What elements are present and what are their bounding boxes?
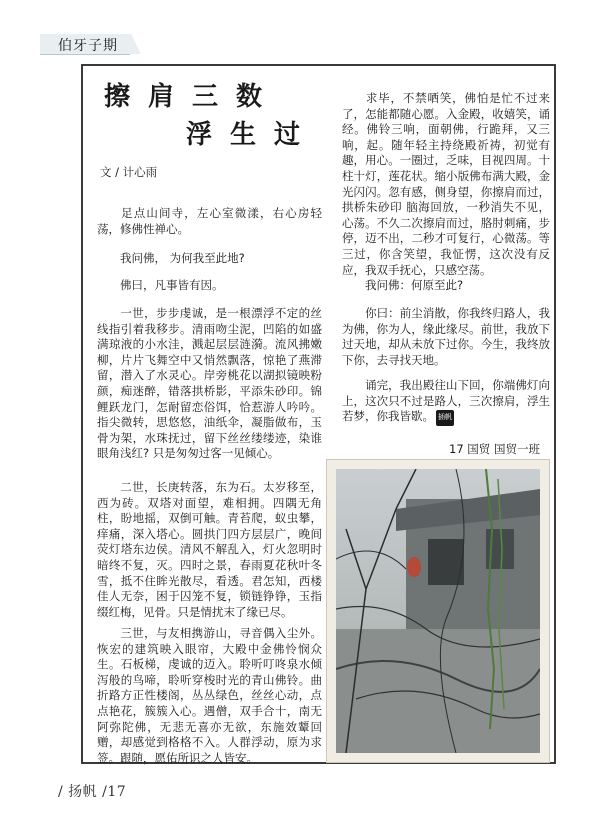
end-mark-icon: 插帆 (436, 410, 454, 426)
temple-tower-photo (336, 469, 540, 753)
paragraph (97, 306, 322, 462)
paragraph (97, 278, 322, 294)
page-footer: / 扬帆 /17 (58, 784, 127, 800)
paragraph-text: 求毕，不禁哂笑，佛怕是忙不过来了，怎能都随心愿。入金殿，收嬉笑，诵经。佛铃三响，面朝佛，行跪拜，又三响，起。随年轻主持绕殿祈祷，初觉有趣，用心。一圈过，乏味，目视四周。十柱十灯，莲花状。缩小版佛布满大殿，金光闪闪。忽有感，侧身望，你擦肩而过，拱桥朱砂印 脑海回放，一秒消失不见，心荡。不久二次擦肩而过，胳肘刺痛，步停，迈不出，二秒才可复行，心微荡。等三过，你含笑望，我怔愣，这次没有反应，我双手抚心，只感空荡。 (342, 91, 550, 277)
photo-illustration (336, 469, 540, 753)
paragraph-text: 二世，长庚转落，东为石。太岁移至，西为砖。双塔对面望，难相拥。四隅无角柱，盼地摇，双倒可触。青苔爬，蚁虫攀，痒痛，深入塔心。圆拱门四方层层广，晚间荧灯塔东边侯。清风不解乱入，灯火忽明时暗终不复，灭。四时之景，春雨夏花秋叶冬雪，抵不住眸光散尽，看透。君怎知，西楼佳人无奈，困于囚笼不复，锁链铮铮，玉指缀红梅，见骨。只是情扰末了缘已尽。 (97, 480, 322, 619)
author-byline: 文 / 计心雨 (100, 165, 158, 179)
article-title-line1: 擦肩三数 (104, 82, 281, 112)
paragraph-text: 足点山间寺，左心室微漾，右心房轻荡，修佛性禅心。 (97, 206, 322, 236)
paragraph (342, 91, 550, 278)
photo-frame (326, 459, 550, 763)
section-label: 伯牙子期 (58, 38, 118, 54)
paragraph-text: 我问佛， 为何我至此地? (120, 251, 245, 265)
paragraph (342, 278, 550, 294)
paragraph-text: 你曰：前尘消散，你我终归路人，我为佛，你为人，缘此缘尽。前世，我放下过天地，却从未放下过你。今生，我终放下你，去寻找天地。 (342, 306, 550, 367)
article-title-line2: 浮生过 (186, 120, 319, 150)
paragraph-text: 一世，步步虔诚，是一根漂浮不定的丝线指引着我移步。清雨吻尘泥，凹陷的如盛满琼液的小水洼，溅起层层涟漪。流风拂嫩柳，片片飞舞空中又悄然飘落，惊艳了燕滞留，潜入了水灵心。岸旁桃花以湖拟镜映粉颜，痴迷醉，错落拱桥影，平添朱砂印。锦鲤跃龙门，怎耐留恋俗饵，恰惹游人吟吟。指尖微转，思悠悠，油纸伞，凝脂做布，玉骨为架，水珠抚过，留下丝丝缕缕迹，染谁眼角浅红? 只是匆匆过客一见倾心。 (97, 306, 322, 461)
paragraph-text: 三世，与友相携游山，寻音偶入尘外。恢宏的建筑映入眼帘，大殿中金佛怜悯众生。石板梯，虔诚的迈入。聆听叮咚泉水倾泻般的鸟啼，聆听穿梭时光的青山佛铃。曲折路方正性楼阁，丛丛绿色，丝丝心动，点点艳花，簇簇入心。遇僧，双手合十，南无阿弥陀佛，无悲无喜亦无欲，东施效颦回赠，却感觉到格格不入。人群浮动，原为求签。跟随，愿佑所识之人皆安。 (97, 626, 322, 765)
author-class-credit: 17 国贸 国贸一班 (449, 442, 540, 456)
paragraph (97, 626, 322, 766)
paragraph (97, 480, 322, 620)
paragraph (97, 251, 322, 267)
paragraph-text: 我问佛：何原至此? (365, 278, 464, 292)
paragraph-text: 诵完，我出殿往山下回，你端佛灯向上，这次只不过是路人，三次擦肩，浮生若梦，你我皆歇。 (342, 378, 550, 424)
paragraph (97, 206, 322, 237)
paragraph-text: 佛曰，凡事皆有因。 (120, 278, 224, 292)
paragraph (342, 378, 550, 426)
paragraph (342, 306, 550, 368)
